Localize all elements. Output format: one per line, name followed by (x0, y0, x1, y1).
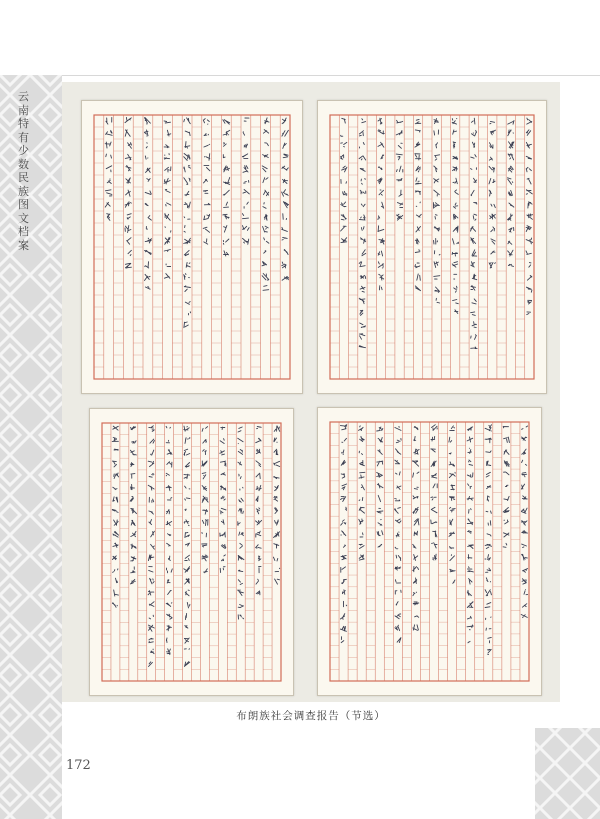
manuscript-sheet-top-right (317, 100, 547, 394)
manuscript-sheet-bottom-right (317, 407, 542, 696)
header-rule (62, 75, 600, 76)
page-number: 172 (66, 758, 91, 773)
manuscript-sheet-top-left (81, 100, 303, 394)
decorative-corner-pattern (535, 728, 600, 819)
side-title: 云南特有少数民族图文档案 (18, 90, 29, 252)
figure-caption: 布朗族社会调查报告（节选） (236, 710, 386, 722)
manuscript-sheet-bottom-left (89, 408, 294, 696)
manuscript-scan (62, 82, 560, 702)
woven-corner-icon (535, 728, 600, 819)
